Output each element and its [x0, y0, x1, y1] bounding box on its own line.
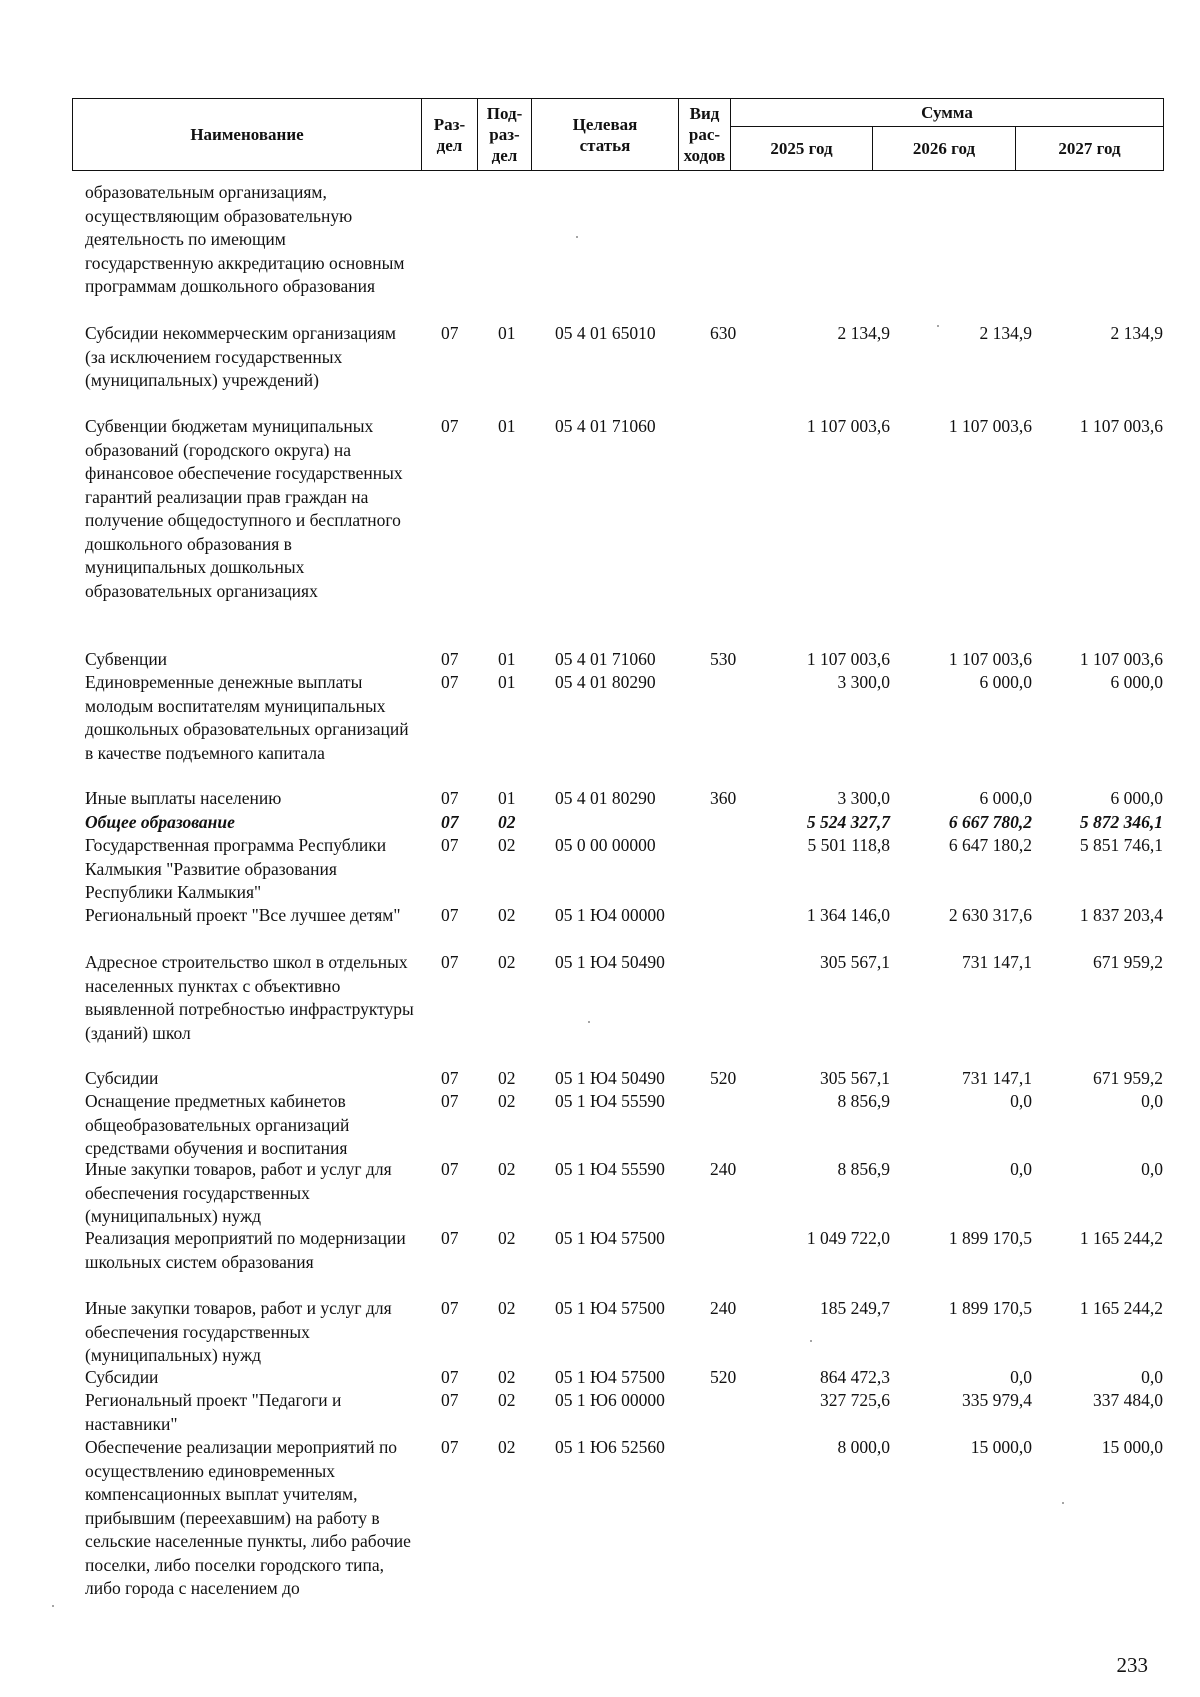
cell-vid: 530 [710, 649, 737, 669]
cell-podrazdel: 01 [498, 323, 516, 343]
cell-y2026: 0,0 [1010, 1091, 1032, 1111]
header-summa: Сумма [731, 99, 1163, 127]
header-name: Наименование [73, 99, 422, 170]
cell-podrazdel: 02 [498, 1367, 516, 1387]
cell-y2027: 0,0 [1141, 1159, 1163, 1179]
cell-y2025: 2 134,9 [837, 323, 890, 343]
cell-y2026: 6 647 180,2 [948, 835, 1032, 855]
cell-tsel: 05 1 Ю4 55590 [555, 1159, 665, 1179]
cell-tsel: 05 1 Ю4 55590 [555, 1091, 665, 1111]
cell-podrazdel: 01 [498, 649, 516, 669]
cell-name: Реализация мероприятий по модернизации школьных систем образования [85, 1228, 406, 1272]
cell-name: Обеспечение реализации мероприятий по осуществлению единовременных компенсационных выплат учителям, прибывшим (переехавшим) на работу в сельские населенные пункты, либо рабочие поселки, либо поселки городского типа, либо города с населением до [85, 1437, 411, 1598]
cell-vid: 520 [710, 1367, 737, 1387]
header-2027: 2027 год [1058, 138, 1121, 158]
cell-name: Субсидии [85, 1068, 159, 1088]
cell-razdel: 07 [441, 1159, 459, 1179]
cell-podrazdel: 01 [498, 416, 516, 436]
scan-speck [937, 325, 939, 327]
cell-y2027: 5 851 746,1 [1079, 835, 1163, 855]
cell-razdel: 07 [441, 1298, 459, 1318]
cell-y2027: 671 959,2 [1093, 952, 1163, 972]
cell-razdel: 07 [441, 323, 459, 343]
cell-tsel: 05 1 Ю4 57500 [555, 1228, 665, 1248]
cell-y2026: 1 107 003,6 [948, 649, 1032, 669]
cell-name: образовательным организациям, осуществляющим образовательную деятельность по имеющим государственную аккредитацию основным программам дошкольного образования [85, 182, 405, 296]
cell-name: Государственная программа Республики Калмыкия "Развитие образования Республики Калмыкия" [85, 835, 387, 902]
cell-y2025: 1 107 003,6 [806, 416, 890, 436]
cell-razdel: 07 [441, 835, 459, 855]
cell-y2027: 0,0 [1141, 1367, 1163, 1387]
cell-tsel: 05 0 00 00000 [555, 835, 656, 855]
cell-y2027: 1 837 203,4 [1079, 905, 1163, 925]
cell-razdel: 07 [441, 672, 459, 692]
cell-y2026: 1 899 170,5 [948, 1298, 1032, 1318]
cell-razdel: 07 [441, 952, 459, 972]
cell-y2027: 1 107 003,6 [1079, 649, 1163, 669]
cell-y2026: 15 000,0 [970, 1437, 1032, 1457]
cell-y2027: 1 107 003,6 [1079, 416, 1163, 436]
cell-podrazdel: 02 [498, 812, 516, 832]
header-podrazdel: Под- раз- дел [478, 99, 532, 170]
cell-y2025: 5 524 327,7 [806, 812, 890, 832]
cell-y2025: 1 049 722,0 [806, 1228, 890, 1248]
header-2025: 2025 год [731, 127, 873, 170]
cell-name: Региональный проект "Все лучшее детям" [85, 905, 401, 925]
cell-tsel: 05 4 01 80290 [555, 788, 656, 808]
cell-y2026: 2 630 317,6 [948, 905, 1032, 925]
cell-name: Адресное строительство школ в отдельных населенных пунктах с объективно выявленной потребностью инфраструктуры (зданий) школ [85, 952, 414, 1043]
cell-tsel: 05 4 01 80290 [555, 672, 656, 692]
cell-tsel: 05 1 Ю6 52560 [555, 1437, 665, 1457]
cell-y2027: 1 165 244,2 [1079, 1228, 1163, 1248]
cell-razdel: 07 [441, 416, 459, 436]
table-header [72, 98, 1164, 171]
cell-tsel: 05 4 01 71060 [555, 649, 656, 669]
cell-y2025: 305 567,1 [820, 952, 890, 972]
cell-razdel: 07 [441, 812, 459, 832]
cell-razdel: 07 [441, 649, 459, 669]
cell-vid: 630 [710, 323, 737, 343]
cell-name: Субсидии некоммерческим организациям (за исключением государственных (муниципальных) учреждений) [85, 323, 396, 390]
cell-y2025: 8 000,0 [837, 1437, 890, 1457]
cell-y2027: 15 000,0 [1101, 1437, 1163, 1457]
cell-name: Субвенции бюджетам муниципальных образований (городского округа) на финансовое обеспечение государственных гарантий реализации прав граждан на получение общедоступного и бесплатного дошкольного образования в муниципальных дошкольных образовательных организациях [85, 416, 403, 601]
cell-podrazdel: 02 [498, 1068, 516, 1088]
cell-y2025: 327 725,6 [820, 1390, 890, 1410]
cell-name: Иные закупки товаров, работ и услуг для обеспечения государственных (муниципальных) нужд [85, 1298, 392, 1365]
cell-tsel: 05 4 01 65010 [555, 323, 656, 343]
cell-podrazdel: 02 [498, 835, 516, 855]
cell-name: Иные выплаты населению [85, 788, 282, 808]
cell-vid: 240 [710, 1298, 737, 1318]
cell-razdel: 07 [441, 1091, 459, 1111]
cell-razdel: 07 [441, 1437, 459, 1457]
cell-tsel: 05 1 Ю4 50490 [555, 1068, 665, 1088]
cell-y2026: 0,0 [1010, 1367, 1032, 1387]
cell-name: Общее образование [85, 812, 235, 832]
header-tselevaya: Целевая статья [532, 99, 679, 170]
cell-name: Оснащение предметных кабинетов общеобразовательных организаций средствами обучения и воспитания [85, 1091, 350, 1158]
cell-y2025: 305 567,1 [820, 1068, 890, 1088]
cell-name: Субсидии [85, 1367, 159, 1387]
cell-tsel: 05 4 01 71060 [555, 416, 656, 436]
cell-y2025: 1 107 003,6 [806, 649, 890, 669]
cell-tsel: 05 1 Ю6 00000 [555, 1390, 665, 1410]
cell-y2027: 671 959,2 [1093, 1068, 1163, 1088]
cell-podrazdel: 02 [498, 1437, 516, 1457]
header-razdel: Раз- дел [422, 99, 478, 170]
cell-y2027: 5 872 346,1 [1079, 812, 1163, 832]
cell-podrazdel: 02 [498, 905, 516, 925]
header-vid: Вид рас- ходов [679, 99, 731, 170]
cell-tsel: 05 1 Ю4 57500 [555, 1298, 665, 1318]
cell-vid: 240 [710, 1159, 737, 1179]
cell-vid: 360 [710, 788, 737, 808]
cell-name: Единовременные денежные выплаты молодым воспитателям муниципальных дошкольных образовательных организаций в качестве подъемного капитала [85, 672, 409, 763]
cell-tsel: 05 1 Ю4 00000 [555, 905, 665, 925]
cell-y2027: 1 165 244,2 [1079, 1298, 1163, 1318]
cell-y2027: 337 484,0 [1093, 1390, 1163, 1410]
scan-speck [52, 1605, 54, 1607]
cell-y2025: 1 364 146,0 [806, 905, 890, 925]
cell-podrazdel: 01 [498, 788, 516, 808]
cell-podrazdel: 02 [498, 1159, 516, 1179]
cell-y2025: 8 856,9 [837, 1091, 890, 1111]
cell-podrazdel: 02 [498, 1298, 516, 1318]
cell-name: Субвенции [85, 649, 168, 669]
cell-y2026: 335 979,4 [962, 1390, 1032, 1410]
cell-y2026: 1 107 003,6 [948, 416, 1032, 436]
page-number: 233 [1116, 1653, 1148, 1677]
cell-podrazdel: 02 [498, 1228, 516, 1248]
cell-vid: 520 [710, 1068, 737, 1088]
cell-y2025: 3 300,0 [837, 672, 890, 692]
cell-y2025: 864 472,3 [820, 1367, 890, 1387]
cell-podrazdel: 01 [498, 672, 516, 692]
scan-speck [576, 236, 578, 238]
cell-podrazdel: 02 [498, 1091, 516, 1111]
cell-y2025: 185 249,7 [820, 1298, 890, 1318]
cell-y2026: 6 000,0 [979, 672, 1032, 692]
cell-y2025: 3 300,0 [837, 788, 890, 808]
cell-tsel: 05 1 Ю4 57500 [555, 1367, 665, 1387]
cell-razdel: 07 [441, 905, 459, 925]
cell-y2027: 6 000,0 [1110, 788, 1163, 808]
scan-speck [1062, 1502, 1064, 1504]
cell-y2025: 8 856,9 [837, 1159, 890, 1179]
cell-y2026: 6 000,0 [979, 788, 1032, 808]
cell-razdel: 07 [441, 1390, 459, 1410]
cell-y2026: 0,0 [1010, 1159, 1032, 1179]
cell-y2025: 5 501 118,8 [807, 835, 890, 855]
cell-tsel: 05 1 Ю4 50490 [555, 952, 665, 972]
cell-podrazdel: 02 [498, 1390, 516, 1410]
cell-razdel: 07 [441, 1228, 459, 1248]
cell-y2027: 6 000,0 [1110, 672, 1163, 692]
cell-name: Иные закупки товаров, работ и услуг для обеспечения государственных (муниципальных) нужд [85, 1159, 392, 1226]
cell-y2026: 6 667 780,2 [948, 812, 1032, 832]
cell-razdel: 07 [441, 1367, 459, 1387]
cell-y2026: 2 134,9 [979, 323, 1032, 343]
cell-y2027: 2 134,9 [1110, 323, 1163, 343]
scan-speck [810, 1340, 812, 1342]
cell-y2027: 0,0 [1141, 1091, 1163, 1111]
cell-y2026: 731 147,1 [962, 952, 1032, 972]
cell-razdel: 07 [441, 1068, 459, 1088]
cell-y2026: 731 147,1 [962, 1068, 1032, 1088]
cell-y2026: 1 899 170,5 [948, 1228, 1032, 1248]
cell-name: Региональный проект "Педагоги и наставники" [85, 1390, 342, 1434]
header-2026: 2026 год [873, 127, 1016, 170]
scan-speck [588, 1021, 590, 1023]
cell-razdel: 07 [441, 788, 459, 808]
cell-podrazdel: 02 [498, 952, 516, 972]
